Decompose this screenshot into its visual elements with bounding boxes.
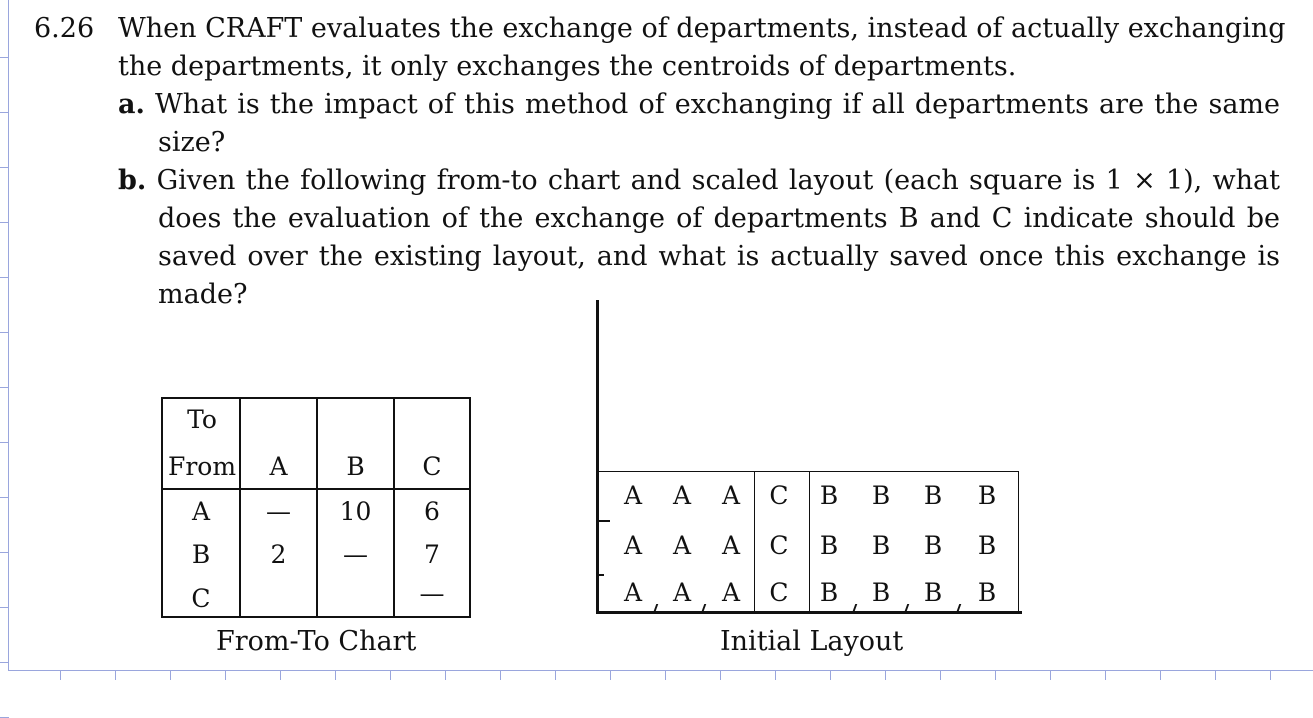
- layout-cell: C: [769, 481, 789, 510]
- layout-cell: B: [977, 481, 997, 510]
- column-header: C: [422, 452, 442, 481]
- margin-tick: [720, 670, 721, 680]
- margin-tick: [60, 670, 61, 680]
- corner-from-label: From: [167, 452, 237, 481]
- layout-cell: B: [819, 531, 839, 560]
- layout-cell: C: [769, 531, 789, 560]
- margin-tick: [0, 222, 9, 223]
- row-header: A: [191, 497, 211, 526]
- margin-tick: [940, 670, 941, 680]
- flow-cell: —: [266, 497, 291, 526]
- margin-tick: [0, 167, 9, 168]
- margin-tick: [0, 112, 9, 113]
- layout-cell: B: [923, 578, 943, 607]
- layout-cell: A: [623, 531, 643, 560]
- layout-vertical-axis: [596, 300, 599, 614]
- margin-tick: [610, 670, 611, 680]
- scale-mark: [853, 604, 858, 611]
- layout-cell: B: [819, 578, 839, 607]
- layout-cell: A: [672, 531, 692, 560]
- margin-tick: [170, 670, 171, 680]
- row-header: B: [191, 540, 211, 569]
- margin-tick: [0, 277, 9, 278]
- axis-tick: [596, 574, 604, 576]
- margin-tick: [1215, 670, 1216, 680]
- margin-tick: [390, 670, 391, 680]
- part-a-line-2: size?: [158, 127, 226, 158]
- margin-tick: [0, 497, 9, 498]
- margin-tick: [0, 57, 9, 58]
- from-to-chart: [161, 397, 471, 618]
- part-b-label: b.: [118, 165, 147, 196]
- margin-tick: [0, 607, 9, 608]
- scale-mark: [905, 604, 910, 611]
- margin-tick: [1105, 670, 1106, 680]
- left-margin-rule: [8, 0, 9, 670]
- corner-to-label: To: [187, 405, 217, 434]
- problem-text-line-1: When CRAFT evaluates the exchange of departments, instead of actually exchanging: [118, 13, 1286, 44]
- part-a-text: What is the impact of this method of exchanging if all departments are the same: [155, 89, 1280, 120]
- layout-cell: B: [923, 481, 943, 510]
- department-boundary: [754, 471, 755, 611]
- margin-tick: [0, 552, 9, 553]
- margin-tick: [0, 442, 9, 443]
- column-header: B: [346, 452, 365, 481]
- column-header: A: [269, 452, 288, 481]
- part-b-line-4: made?: [158, 279, 248, 310]
- margin-tick: [885, 670, 886, 680]
- margin-tick: [555, 670, 556, 680]
- layout-cell: B: [871, 481, 891, 510]
- part-b-line-1: [118, 162, 1280, 200]
- margin-tick: [0, 332, 9, 333]
- row-header: C: [191, 584, 211, 613]
- scale-mark: [957, 604, 962, 611]
- layout-cell: A: [721, 531, 741, 560]
- problem-number: 6.26: [34, 13, 95, 44]
- layout-top-border: [596, 471, 1019, 472]
- layout-cell: B: [819, 481, 839, 510]
- margin-tick: [0, 662, 9, 663]
- part-a-label: a.: [118, 89, 145, 120]
- part-b-line-2: does the evaluation of the exchange of departments B and C indicate should be: [158, 203, 1280, 234]
- scale-mark: [702, 604, 707, 611]
- flow-cell: —: [419, 579, 445, 608]
- layout-cell: A: [721, 481, 741, 510]
- part-b-text: Given the following from-to chart and scaled layout (each square is 1 × 1), what: [156, 165, 1280, 196]
- layout-right-border: [1018, 471, 1019, 611]
- layout-cell: B: [977, 531, 997, 560]
- margin-tick: [1160, 670, 1161, 680]
- from-to-chart-caption: From-To Chart: [216, 626, 417, 657]
- axis-tick: [596, 520, 610, 522]
- layout-cell: B: [923, 531, 943, 560]
- layout-horizontal-axis: [596, 611, 1022, 614]
- initial-layout-caption: Initial Layout: [720, 626, 904, 657]
- layout-cell: A: [623, 481, 643, 510]
- flow-cell: 6: [424, 497, 440, 526]
- problem-text-line-2: the departments, it only exchanges the centroids of departments.: [118, 51, 1017, 82]
- scale-mark: [654, 604, 659, 611]
- margin-tick: [0, 387, 9, 388]
- layout-cell: A: [721, 578, 741, 607]
- layout-cell: A: [672, 481, 692, 510]
- margin-tick: [995, 670, 996, 680]
- margin-tick: [500, 670, 501, 680]
- margin-tick: [1050, 670, 1051, 680]
- margin-tick: [830, 670, 831, 680]
- flow-cell: 10: [339, 497, 372, 526]
- margin-tick: [1270, 670, 1271, 680]
- bottom-margin-rule: [8, 670, 1313, 671]
- margin-tick: [665, 670, 666, 680]
- layout-cell: C: [769, 578, 789, 607]
- margin-tick: [115, 670, 116, 680]
- layout-cell: B: [871, 531, 891, 560]
- layout-cell: B: [977, 578, 997, 607]
- margin-tick: [445, 670, 446, 680]
- margin-tick: [335, 670, 336, 680]
- department-boundary: [809, 471, 810, 611]
- flow-cell: 2: [270, 540, 287, 569]
- layout-cell: A: [623, 578, 643, 607]
- flow-cell: 7: [424, 540, 440, 569]
- layout-cell: A: [672, 578, 692, 607]
- part-a-line-1: [118, 86, 1280, 124]
- margin-tick: [775, 670, 776, 680]
- flow-cell: —: [343, 540, 368, 569]
- layout-cell: B: [871, 578, 891, 607]
- margin-tick: [280, 670, 281, 680]
- margin-tick: [225, 670, 226, 680]
- chart-header-rule: [163, 488, 469, 490]
- part-b-line-3: saved over the existing layout, and what is actually saved once this exchange is: [158, 241, 1280, 272]
